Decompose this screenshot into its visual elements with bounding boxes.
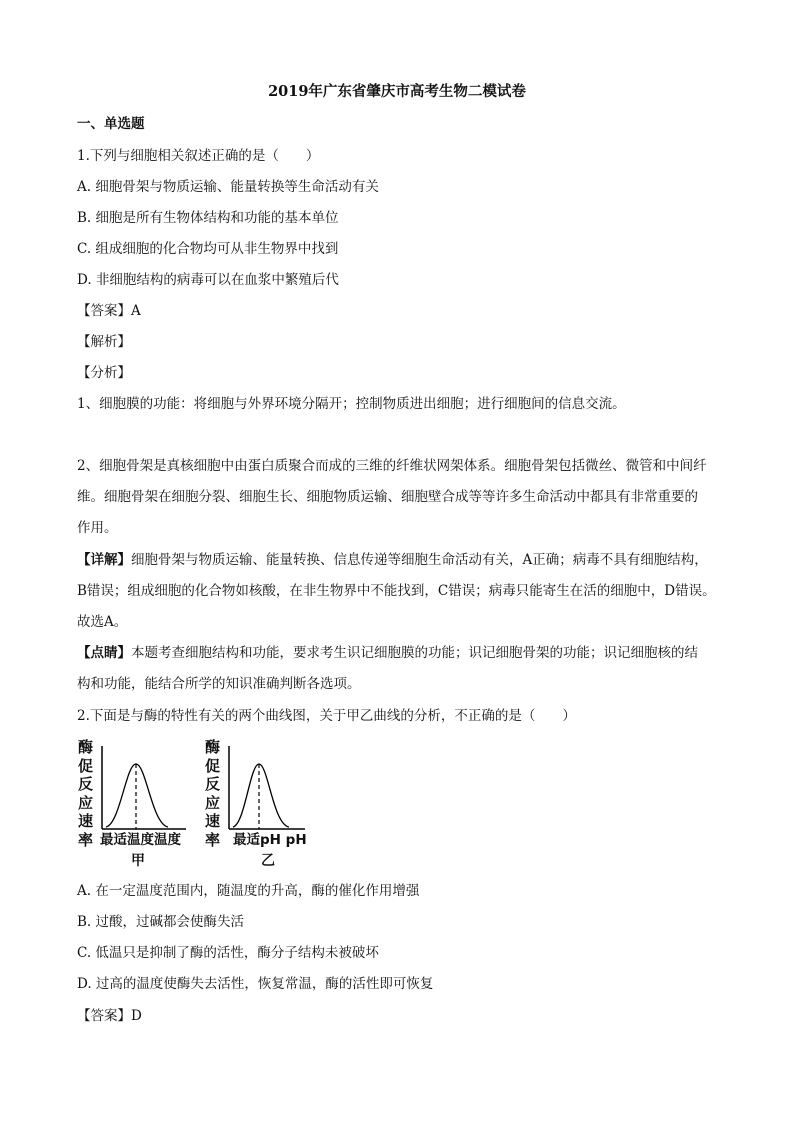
q1-detail-line-1 <box>77 550 708 570</box>
q2-option-c: C. 低温只是抑制了酶的活性，酶分子结构未被破坏 <box>77 945 379 961</box>
comment-text: 本题考查细胞结构和功能，要求考生识记细胞膜的功能；识记细胞骨架的功能；识记细胞核的结 <box>131 645 698 661</box>
answer-value: A <box>131 303 141 319</box>
bell-curve <box>106 764 168 827</box>
detail-text: 细胞骨架与物质运输、能量转换、信息传递等细胞生命活动有关，A正确；病毒不具有细胞结构， <box>131 552 708 568</box>
q1-analysis-2-line-1: 2、细胞骨架是真核细胞中由蛋白质聚合而成的三维的纤维状网架体系。细胞骨架包括微丝、微管和中间纤 <box>77 458 707 474</box>
section-heading: 一、单选题 <box>77 116 145 132</box>
temperature-axis-label: 温度 <box>154 832 181 848</box>
q2-option-b: B. 过酸，过碱都会使酶失活 <box>77 914 245 930</box>
q1-comment-line-1 <box>77 643 698 663</box>
ph-axis-label: pH <box>285 832 307 848</box>
x-axis-labels <box>100 828 181 848</box>
detail-tag: 【详解】 <box>77 552 131 568</box>
q1-option-b: B. 细胞是所有生物体结构和功能的基本单位 <box>77 210 339 226</box>
optimum-ph-label: 最适pH <box>233 832 281 848</box>
q1-analysis-2-line-3: 作用。 <box>77 520 118 536</box>
bell-curve <box>233 764 289 827</box>
answer-tag: 【答案】 <box>77 303 131 319</box>
figure-caption-jia: 甲 <box>131 853 145 869</box>
q1-fenxi-tag: 【分析】 <box>77 365 131 381</box>
q2-option-d: D. 过高的温度使酶失去活性，恢复常温，酶的活性即可恢复 <box>77 976 434 992</box>
optimum-temperature-label: 最适温度 <box>100 832 154 848</box>
q1-comment-line-2: 构和功能，能结合所学的知识准确判断各选项。 <box>77 676 361 692</box>
answer-tag: 【答案】 <box>77 1008 131 1024</box>
q1-analysis-1: 1、细胞膜的功能：将细胞与外界环境分隔开；控制物质进出细胞；进行细胞间的信息交流。 <box>77 396 626 412</box>
x-axis-labels <box>233 828 307 848</box>
q2-stem: 2.下面是与酶的特性有关的两个曲线图，关于甲乙曲线的分析，不正确的是（ ） <box>77 708 576 724</box>
y-axis-label: 酶 促 反 应 速 率 <box>78 738 94 849</box>
q1-analysis-2-line-2: 维。细胞骨架在细胞分裂、细胞生长、细胞物质运输、细胞壁合成等等许多生命活动中都具有非常重要的 <box>77 489 698 505</box>
q2-answer <box>77 1006 142 1026</box>
q1-option-d: D. 非细胞结构的病毒可以在血浆中繁殖后代 <box>77 272 339 288</box>
page-title: 2019年广东省肇庆市高考生物二模试卷 <box>268 83 526 100</box>
figure-caption-yi: 乙 <box>261 853 275 869</box>
enzyme-ph-figure <box>205 736 315 869</box>
q1-option-a: A. 细胞骨架与物质运输、能量转换等生命活动有关 <box>77 179 379 195</box>
q1-detail-line-2: B错误；组成细胞的化合物如核酸，在非生物界中不能找到，C错误；病毒只能寄生在活的细胞中，D错误。 <box>77 583 716 599</box>
q2-option-a: A. 在一定温度范围内，随温度的升高，酶的催化作用增强 <box>77 883 420 899</box>
q1-answer <box>77 301 141 321</box>
comment-tag: 【点睛】 <box>77 645 131 661</box>
enzyme-temperature-figure <box>78 736 198 869</box>
q1-option-c: C. 组成细胞的化合物均可从非生物界中找到 <box>77 241 339 257</box>
q1-stem: 1.下列与细胞相关叙述正确的是（ ） <box>77 148 320 164</box>
y-axis-label: 酶 促 反 应 速 率 <box>205 738 221 849</box>
q1-analysis-tag: 【解析】 <box>77 334 131 350</box>
answer-value: D <box>131 1008 142 1024</box>
q1-detail-line-3: 故选A。 <box>77 614 128 630</box>
